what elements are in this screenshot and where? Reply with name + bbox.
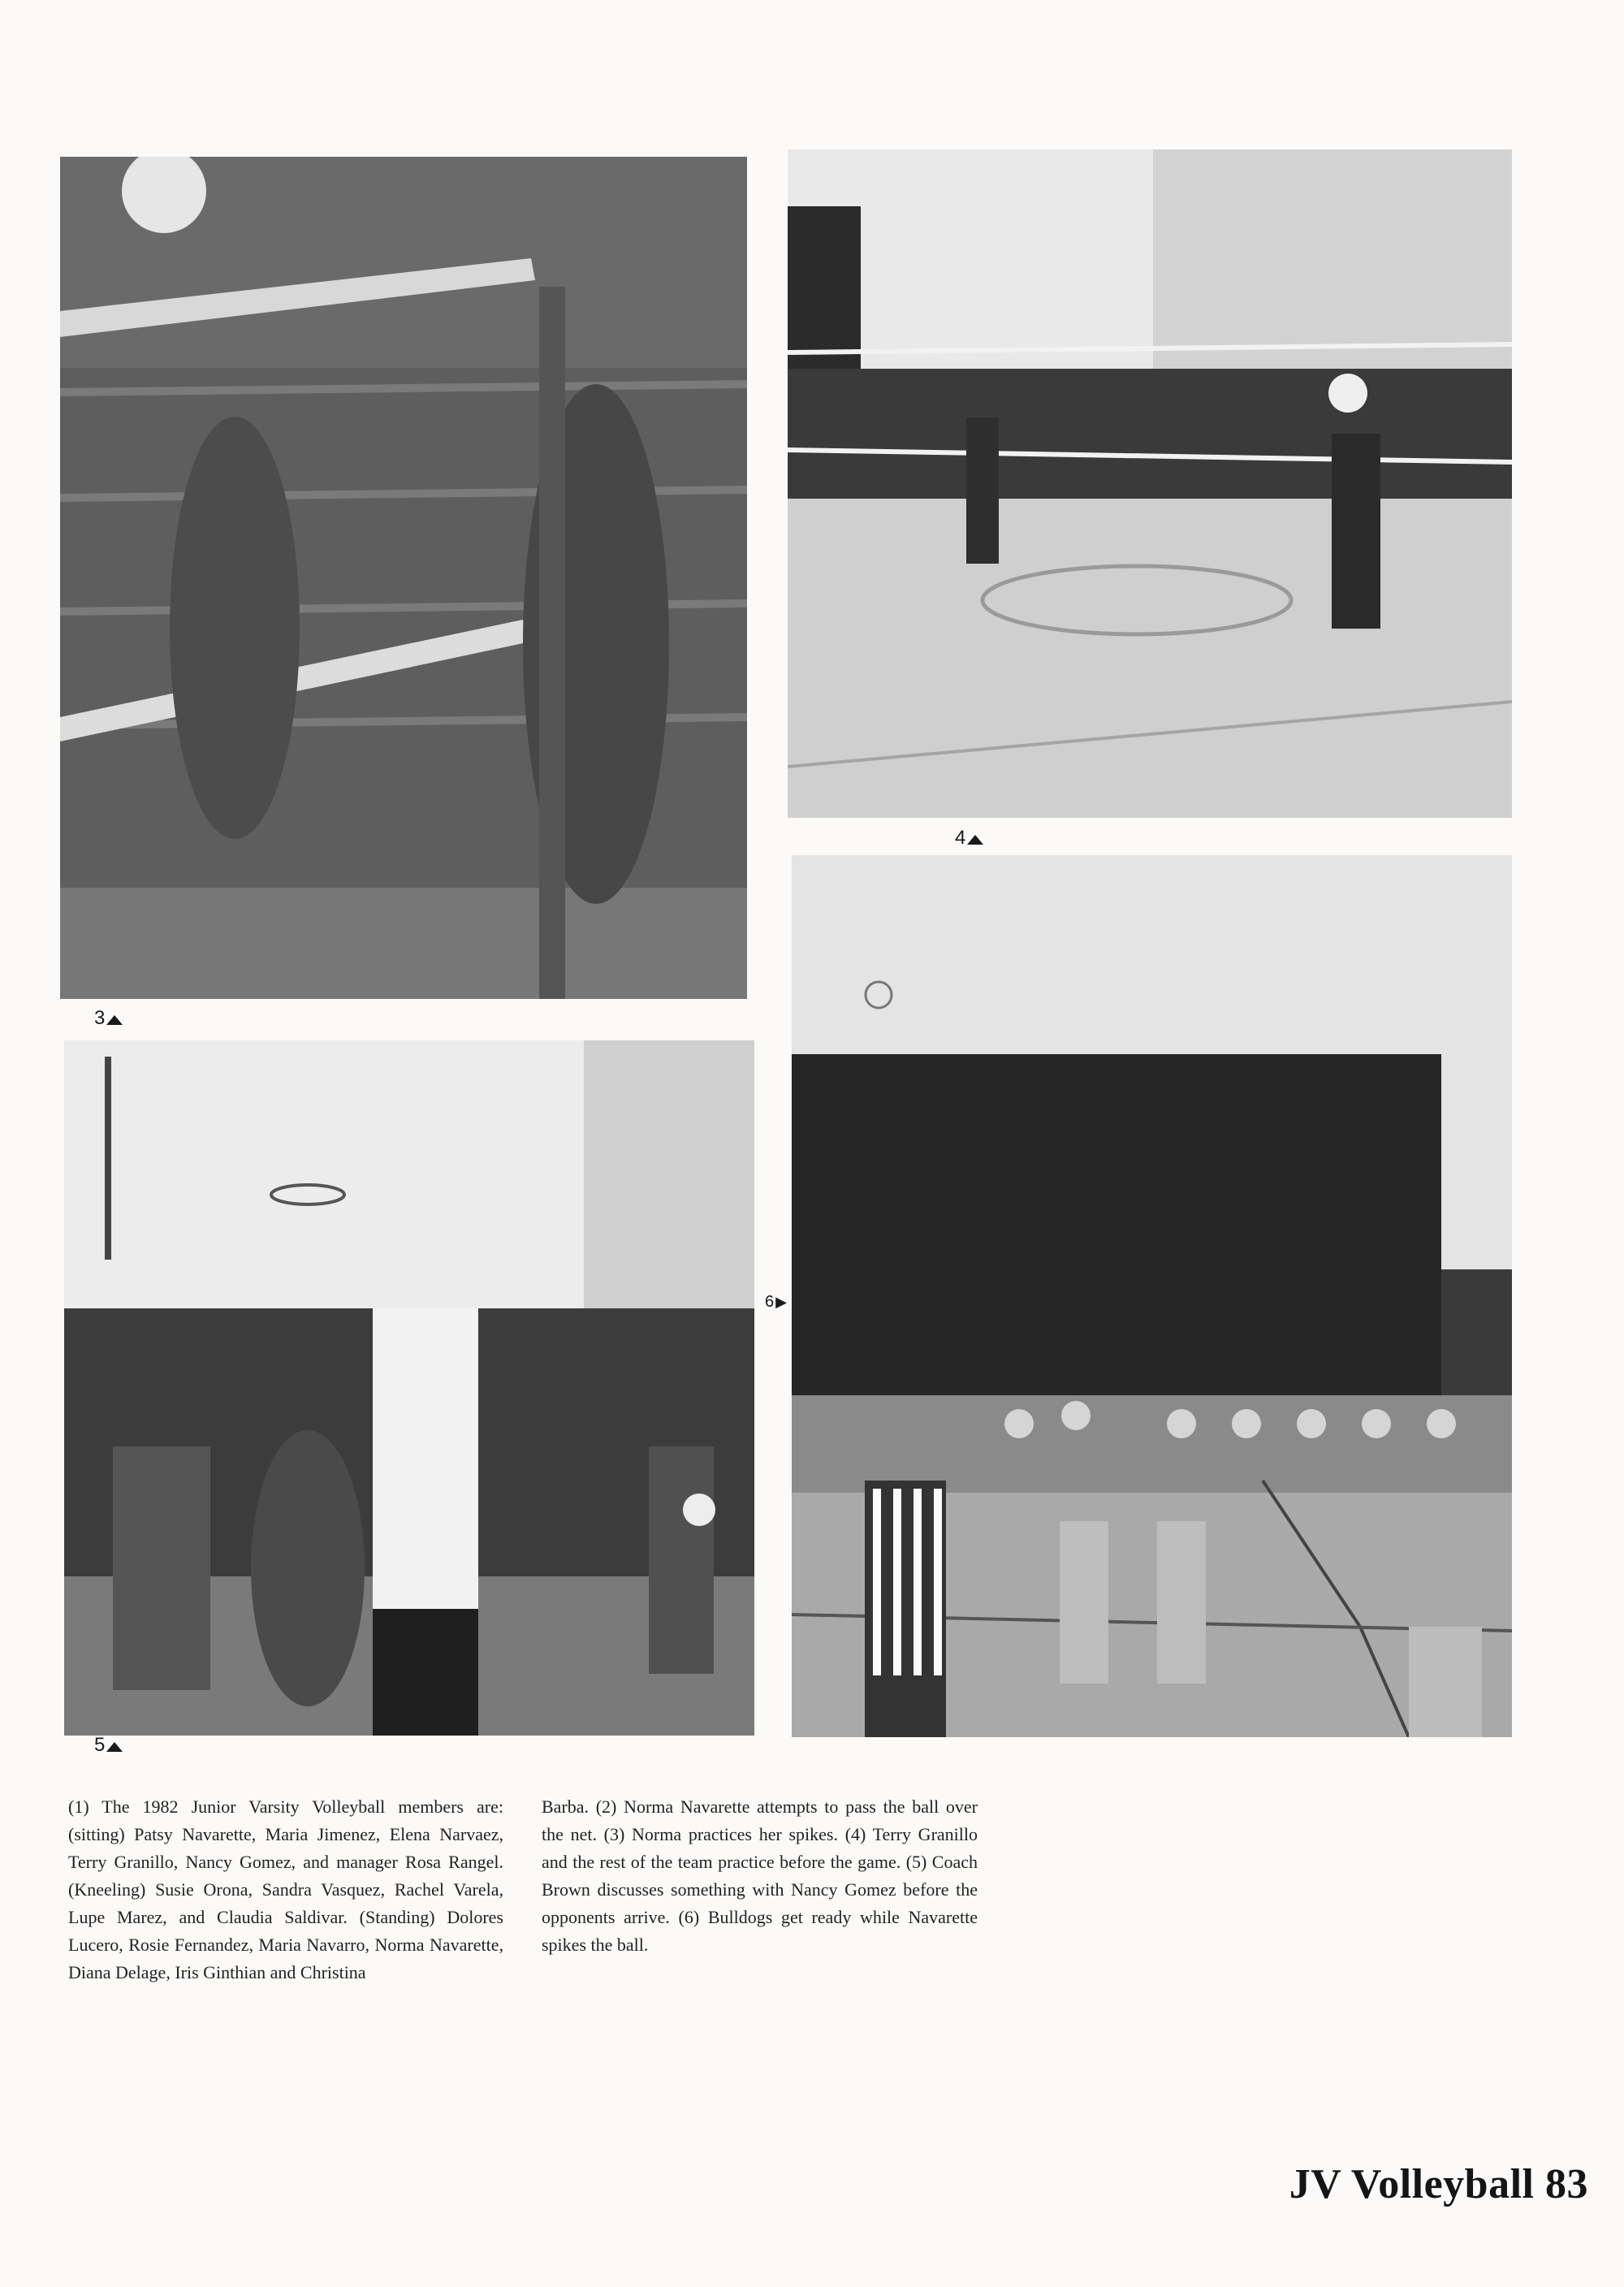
photo-6-label xyxy=(765,1293,787,1312)
photo-6-number: 6 xyxy=(765,1293,775,1311)
page-number: 83 xyxy=(1545,2161,1588,2207)
photo-5-image xyxy=(64,1040,754,1736)
photo-4-label xyxy=(955,827,983,850)
photo-5-label xyxy=(94,1734,123,1757)
caption-column-1: (1) The 1982 Junior Varsity Volleyball members are: (sitting) Patsy Navarette, Maria Jimenez, Elena Narvaez, Terry Granillo, Nancy Gomez, and manager Rosa Rangel. (Kneeling) Susie Orona, Sandra Vasquez, Rachel Varela, Lupe Marez, and Claudia Saldivar. (Standing) Dolores Lucero, Rosie Fernandez, Maria Navarro, Norma Navarette, Diana Delage, Iris Ginthian and Christina xyxy=(68,1796,503,1982)
section-title: JV Volleyball xyxy=(1289,2161,1535,2207)
pointer-arrow-icon xyxy=(106,1015,123,1025)
photo-4-number: 4 xyxy=(955,827,966,849)
photo-6 xyxy=(792,855,1512,1737)
photo-3-image xyxy=(60,157,747,999)
pointer-arrow-icon xyxy=(106,1742,123,1752)
page-folio xyxy=(1289,2160,1588,2208)
photo-5 xyxy=(64,1040,754,1736)
pointer-arrow-icon xyxy=(967,835,983,845)
photo-6-image xyxy=(792,855,1512,1737)
photo-3-label xyxy=(94,1007,123,1030)
photo-5-number: 5 xyxy=(94,1734,106,1756)
pointer-arrow-icon: ▶ xyxy=(775,1294,787,1310)
caption-column-2: Barba. (2) Norma Navarette attempts to pass the ball over the net. (3) Norma practices her spikes. (4) Terry Granillo and the rest of the team practice before the game. (5) Coach Brown discusses something with Nancy Gomez before the opponents arrive. (6) Bulldogs get ready while Navarette spikes the ball. xyxy=(542,1796,978,1955)
photo-3 xyxy=(60,157,747,999)
photo-4 xyxy=(788,149,1512,818)
photo-4-image xyxy=(788,149,1512,818)
photo-3-number: 3 xyxy=(94,1007,106,1029)
